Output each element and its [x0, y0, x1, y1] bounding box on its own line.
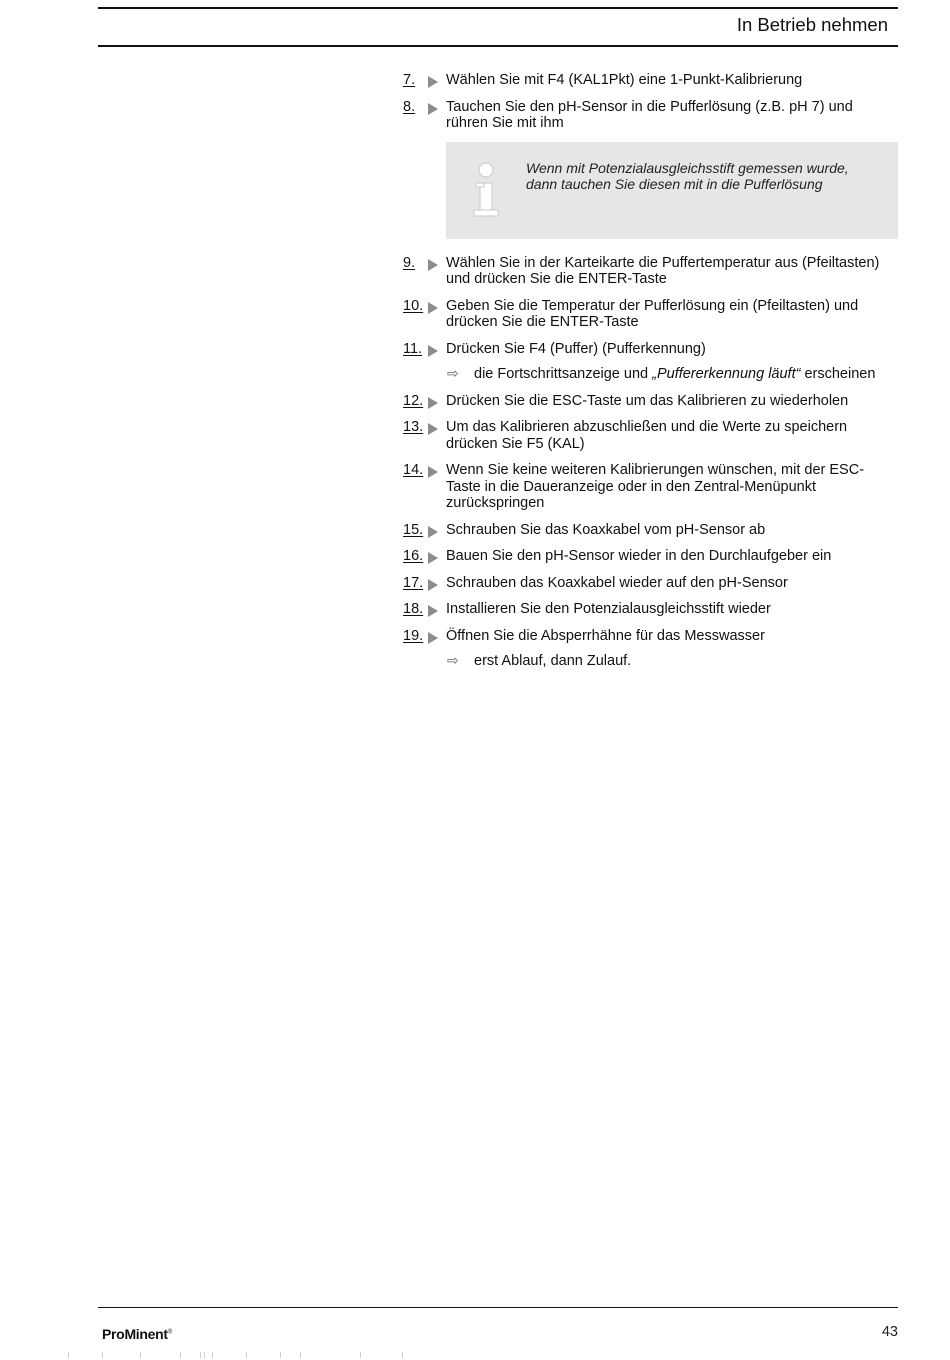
step-18	[403, 601, 898, 618]
step-13	[403, 419, 898, 452]
step-11	[403, 341, 898, 358]
step-number: 14.	[403, 462, 424, 478]
step-number: 19.	[403, 627, 424, 644]
result-arrow-icon: ⇨	[447, 652, 459, 668]
step-number: 17.	[403, 574, 424, 591]
step-arrow-icon	[428, 466, 438, 478]
result-text: erst Ablauf, dann Zulauf.	[474, 653, 632, 669]
step-7	[403, 72, 898, 89]
step-text: Schrauben Sie das Koaxkabel vom pH-Sensor ab	[446, 521, 766, 538]
step-text: Schrauben das Koaxkabel wieder auf den pH-Sensor	[446, 574, 788, 591]
result-text: die Fortschrittsanzeige und	[474, 366, 653, 382]
footer-rule	[98, 1307, 898, 1308]
step-number: 7.	[403, 72, 416, 88]
step-text: Wenn Sie keine weiteren Kalibrierungen wünschen, mit der ESC-Taste in die Daueranzeige oder in den Zentral-Menüpunkt zurückspringen	[446, 462, 865, 511]
step-11-result	[403, 366, 898, 383]
step-number: 12.	[403, 392, 424, 409]
step-arrow-icon	[428, 345, 438, 357]
step-text: Um das Kalibrieren abzuschließen und die Werte zu speichern drücken Sie F5 (KAL)	[446, 419, 848, 452]
header-top-rule	[98, 7, 898, 9]
step-arrow-icon	[428, 103, 438, 115]
step-arrow-icon	[428, 632, 438, 644]
step-text: Tauchen Sie den pH-Sensor in die Pufferlösung (z.B. pH 7) und rühren Sie mit ihm	[446, 98, 853, 131]
step-19	[403, 628, 898, 645]
step-text: Drücken Sie die ESC-Taste um das Kalibrieren zu wiederholen	[446, 392, 849, 409]
info-i-icon	[470, 162, 500, 218]
step-19-result	[403, 653, 898, 670]
step-number: 18.	[403, 601, 424, 617]
step-number: 15.	[403, 521, 424, 538]
step-10	[403, 298, 898, 331]
step-arrow-icon	[428, 526, 438, 538]
step-text: Drücken Sie F4 (Puffer) (Pufferkennung)	[446, 340, 706, 357]
step-number: 16.	[403, 548, 424, 564]
step-arrow-icon	[428, 423, 438, 435]
result-text-end: erscheinen	[800, 366, 876, 382]
result-arrow-icon: ⇨	[447, 365, 459, 381]
step-text: Bauen Sie den pH-Sensor wieder in den Durchlaufgeber ein	[446, 548, 832, 564]
prominent-logo	[102, 1326, 172, 1342]
step-text: Geben Sie die Temperatur der Pufferlösung ein (Pfeiltasten) und drücken Sie die ENTER-Taste	[446, 297, 859, 330]
step-arrow-icon	[428, 302, 438, 314]
step-12	[403, 393, 898, 410]
step-arrow-icon	[428, 397, 438, 409]
step-number: 10.	[403, 297, 424, 314]
step-arrow-icon	[428, 605, 438, 617]
step-text: Wählen Sie mit F4 (KAL1Pkt) eine 1-Punkt-Kalibrierung	[446, 72, 803, 88]
header-bottom-rule	[98, 45, 898, 47]
step-number: 11.	[403, 340, 423, 357]
page-number: 43	[881, 1324, 898, 1340]
step-17	[403, 575, 898, 592]
info-note-box	[446, 142, 898, 239]
step-arrow-icon	[428, 259, 438, 271]
step-text: Installieren Sie den Potenzialausgleichsstift wieder	[446, 601, 771, 617]
step-number: 8.	[403, 98, 416, 115]
step-14	[403, 462, 898, 512]
step-number: 9.	[403, 254, 416, 271]
step-arrow-icon	[428, 552, 438, 564]
step-text: Wählen Sie in der Karteikarte die Puffertemperatur aus (Pfeiltasten) und drücken Sie die ENTER-Taste	[446, 254, 880, 287]
info-note-text: Wenn mit Potenzialausgleichsstift gemessen wurde, dann tauchen Sie diesen mit in die Pufferlösung	[526, 159, 849, 192]
result-emphasis: „Puffererkennung läuft“	[652, 366, 801, 382]
step-16	[403, 548, 898, 565]
step-arrow-icon	[428, 579, 438, 591]
section-title: In Betrieb nehmen	[736, 14, 888, 35]
step-arrow-icon	[428, 76, 438, 88]
logo-registered-mark: ®	[167, 1329, 172, 1336]
step-number: 13.	[403, 419, 424, 435]
scan-artifact-marks	[60, 1352, 420, 1358]
step-8	[403, 99, 898, 132]
step-9	[403, 255, 898, 288]
step-text: Öffnen Sie die Absperrhähne für das Messwasser	[446, 627, 765, 644]
logo-text: ProMinent	[102, 1326, 168, 1342]
instruction-list	[403, 72, 898, 680]
step-15	[403, 522, 898, 539]
